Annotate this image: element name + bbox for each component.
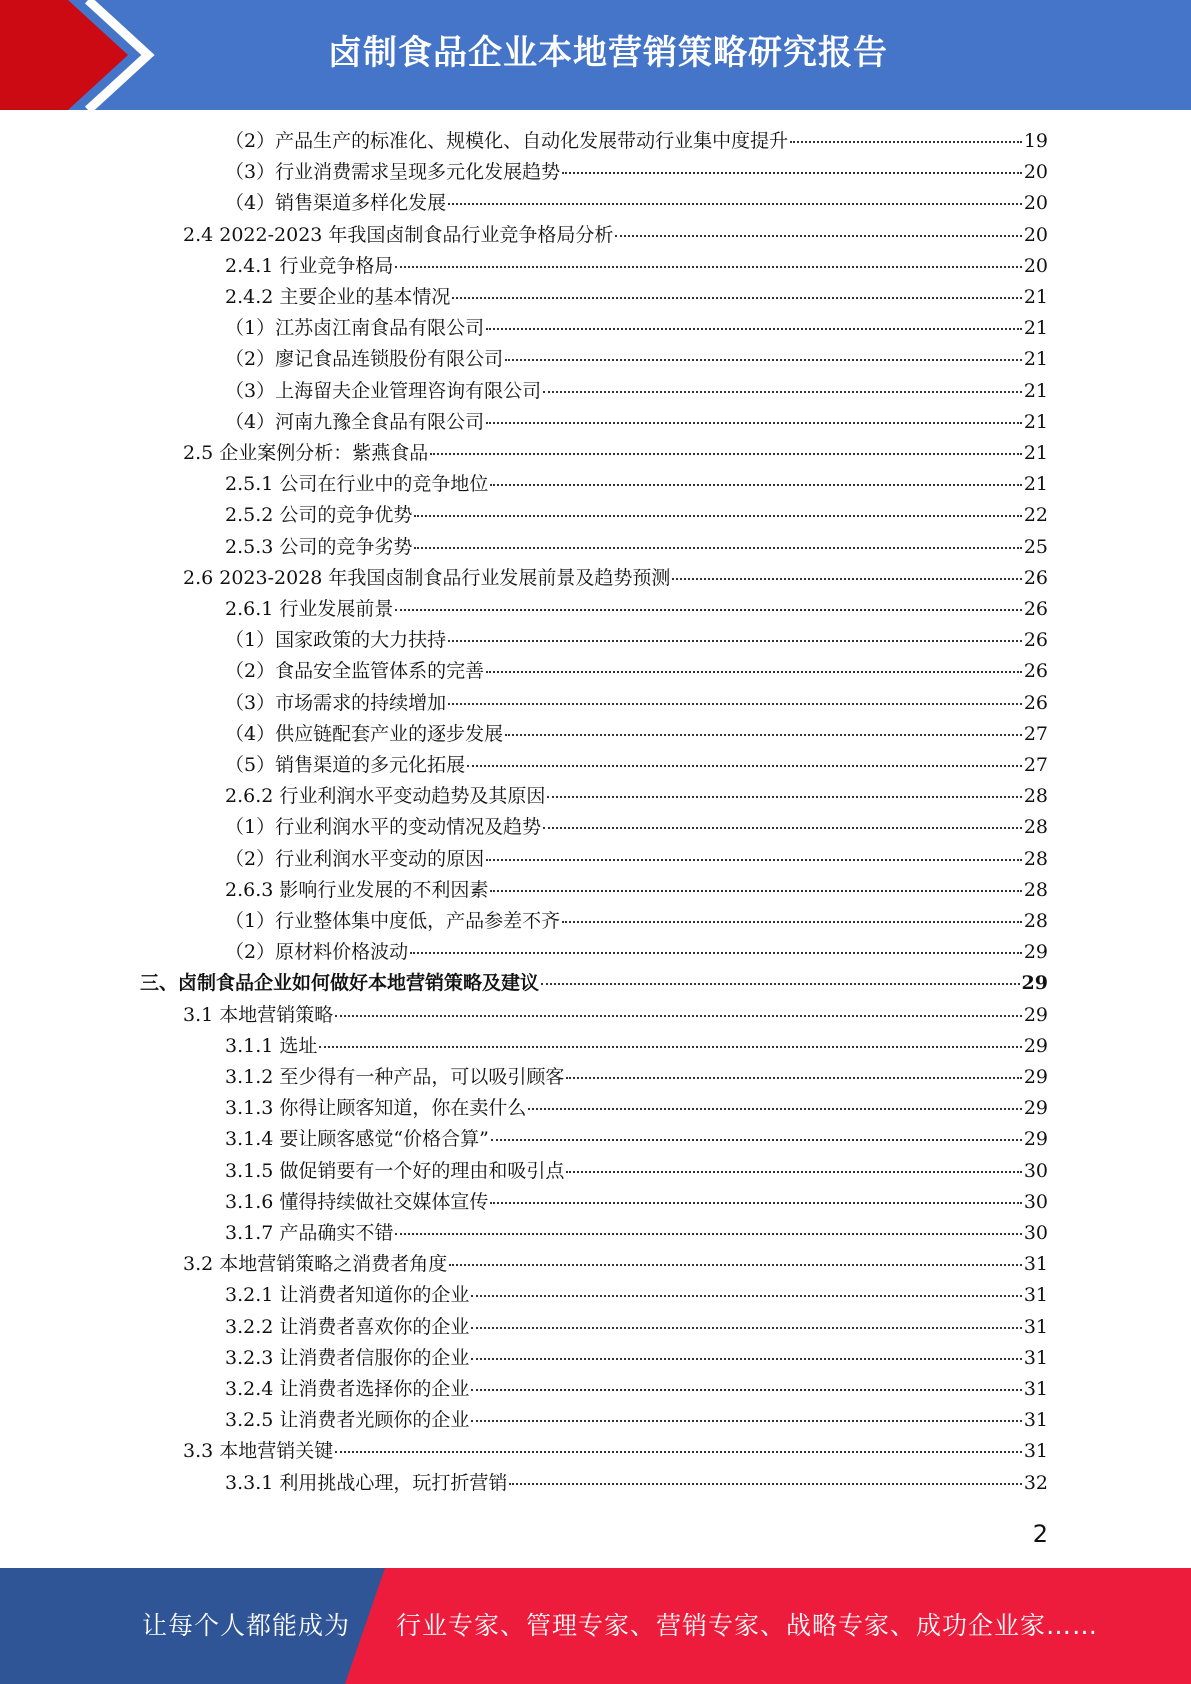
toc-entry-title: 3.1.6 懂得持续做社交媒体宣传 (225, 1191, 489, 1213)
toc-entry-title: 2.6.1 行业发展前景 (225, 598, 394, 620)
footer-slogan-lead: 让每个人都能成为 (142, 1611, 351, 1640)
toc-dot-leader (471, 1357, 1021, 1360)
toc-entry[interactable] (225, 313, 1048, 344)
toc-entry-page: 19 (1023, 130, 1048, 152)
toc-entry-title: 3.2.3 让消费者信服你的企业 (225, 1347, 470, 1369)
toc-dot-leader (395, 265, 1021, 268)
toc-entry[interactable] (225, 157, 1048, 188)
toc-entry-page: 21 (1023, 348, 1048, 370)
toc-entry-page: 22 (1023, 504, 1048, 526)
toc-entry[interactable] (225, 500, 1048, 531)
toc-entry[interactable] (225, 407, 1048, 438)
toc-entry-title: 3.1.2 至少得有一种产品，可以吸引顾客 (225, 1066, 565, 1088)
toc-entry-page: 26 (1023, 692, 1048, 714)
toc-dot-leader (491, 1138, 1022, 1141)
toc-entry-page: 26 (1023, 567, 1048, 589)
toc-entry-page: 21 (1023, 380, 1048, 402)
toc-entry-page: 21 (1023, 286, 1048, 308)
toc-entry[interactable] (225, 188, 1048, 219)
footer-banner (0, 1568, 1191, 1684)
toc-entry[interactable] (225, 625, 1048, 656)
toc-entry-title: （5）销售渠道的多元化拓展 (225, 754, 466, 776)
toc-dot-leader (486, 421, 1022, 424)
toc-entry-title: （1）江苏卤江南食品有限公司 (225, 317, 485, 339)
toc-entry-title: 3.1.4 要让顾客感觉“价格合算” (225, 1128, 489, 1150)
toc-dot-leader (562, 171, 1022, 174)
toc-entry-title: （4）供应链配套产业的逐步发展 (225, 723, 504, 745)
toc-entry[interactable] (183, 1249, 1048, 1280)
toc-dot-leader (335, 1014, 1022, 1017)
toc-entry-title: 三、卤制食品企业如何做好本地营销策略及建议 (140, 972, 540, 994)
toc-dot-leader (490, 889, 1021, 892)
toc-entry-page: 30 (1023, 1191, 1048, 1213)
toc-entry-page: 29 (1023, 1128, 1048, 1150)
toc-entry[interactable] (225, 844, 1048, 875)
toc-entry-page: 20 (1023, 224, 1048, 246)
toc-entry[interactable] (225, 719, 1048, 750)
toc-entry-title: 3.2 本地营销策略之消费者角度 (183, 1253, 448, 1275)
toc-entry[interactable] (225, 1062, 1048, 1093)
toc-entry-page: 31 (1023, 1253, 1048, 1275)
toc-entry[interactable] (183, 438, 1048, 469)
footer-slogan-roles: 行业专家、管理专家、营销专家、战略专家、成功企业家…… (396, 1611, 1099, 1640)
toc-entry-title: 3.2.1 让消费者知道你的企业 (225, 1284, 470, 1306)
toc-entry-title: 3.2.5 让消费者光顾你的企业 (225, 1409, 470, 1431)
toc-entry-title: 3.1.1 选址 (225, 1035, 318, 1057)
toc-entry[interactable] (225, 282, 1048, 313)
toc-entry-title: 3.2.4 让消费者选择你的企业 (225, 1378, 470, 1400)
toc-dot-leader (414, 514, 1021, 517)
toc-entry[interactable] (225, 532, 1048, 563)
toc-entry-page: 28 (1023, 848, 1048, 870)
toc-entry[interactable] (225, 1031, 1048, 1062)
toc-entry-page: 31 (1023, 1378, 1048, 1400)
toc-dot-leader (509, 1482, 1021, 1485)
toc-dot-leader (448, 639, 1022, 642)
toc-entry-page: 27 (1023, 723, 1048, 745)
toc-dot-leader (467, 764, 1022, 767)
toc-entry[interactable] (225, 1124, 1048, 1155)
toc-entry[interactable] (225, 656, 1048, 687)
toc-entry-title: （1）行业利润水平的变动情况及趋势 (225, 816, 542, 838)
toc-dot-leader (430, 452, 1022, 455)
toc-dot-leader (395, 608, 1021, 611)
toc-dot-leader (319, 1045, 1021, 1048)
toc-entry-title: 2.6.2 行业利润水平变动趋势及其原因 (225, 785, 546, 807)
toc-dot-leader (471, 1419, 1021, 1422)
toc-dot-leader (486, 858, 1022, 861)
toc-dot-leader (448, 202, 1022, 205)
toc-entry[interactable] (225, 875, 1048, 906)
toc-entry[interactable] (225, 1218, 1048, 1249)
toc-dot-leader (566, 1170, 1021, 1173)
toc-dot-leader (672, 577, 1021, 580)
toc-entry-title: 3.1.7 产品确实不错 (225, 1222, 394, 1244)
toc-entry-page: 30 (1023, 1160, 1048, 1182)
toc-entry[interactable] (225, 344, 1048, 375)
header-band (0, 0, 1191, 110)
toc-entry-title: （2）原材料价格波动 (225, 941, 409, 963)
toc-entry-page: 29 (1023, 941, 1048, 963)
toc-dot-leader (471, 1294, 1021, 1297)
toc-dot-leader (615, 234, 1021, 237)
page-number: 2 (1032, 1520, 1048, 1548)
toc-entry-title: 2.4.1 行业竞争格局 (225, 255, 394, 277)
toc-entry[interactable] (225, 1468, 1048, 1499)
toc-entry-title: （4）河南九豫全食品有限公司 (225, 411, 485, 433)
toc-dot-leader (505, 358, 1022, 361)
toc-dot-leader (452, 296, 1021, 299)
toc-entry[interactable] (225, 251, 1048, 282)
toc-entry-title: 3.1.5 做促销要有一个好的理由和吸引点 (225, 1160, 565, 1182)
toc-entry-title: （2）产品生产的标准化、规模化、自动化发展带动行业集中度提升 (225, 130, 789, 152)
toc-entry[interactable] (225, 469, 1048, 500)
toc-entry-title: （3）市场需求的持续增加 (225, 692, 447, 714)
toc-dot-leader (471, 1326, 1021, 1329)
toc-dot-leader (490, 1201, 1021, 1204)
toc-entry-title: （2）行业利润水平变动的原因 (225, 848, 485, 870)
toc-entry-title: 3.3 本地营销关键 (183, 1440, 334, 1462)
toc-entry-title: 3.2.2 让消费者喜欢你的企业 (225, 1316, 470, 1338)
toc-entry[interactable] (225, 1280, 1048, 1311)
toc-entry-page: 28 (1023, 910, 1048, 932)
toc-entry-title: （2）食品安全监管体系的完善 (225, 660, 485, 682)
toc-entry-title: 2.5.1 公司在行业中的竞争地位 (225, 473, 489, 495)
toc-dot-leader (543, 390, 1022, 393)
toc-entry-page: 31 (1023, 1316, 1048, 1338)
toc-entry[interactable] (225, 1187, 1048, 1218)
toc-entry-page: 32 (1023, 1472, 1048, 1494)
toc-entry-page: 29 (1023, 1004, 1048, 1026)
toc-entry-page: 25 (1023, 536, 1048, 558)
toc-dot-leader (541, 982, 1020, 985)
toc-entry-page: 26 (1023, 598, 1048, 620)
toc-entry[interactable] (183, 1000, 1048, 1031)
toc-entry-page: 28 (1023, 816, 1048, 838)
toc-dot-leader (449, 1263, 1022, 1266)
toc-dot-leader (566, 1076, 1021, 1079)
toc-entry[interactable] (225, 688, 1048, 719)
toc-dot-leader (448, 702, 1022, 705)
toc-entry-page: 28 (1023, 879, 1048, 901)
toc-dot-leader (410, 951, 1022, 954)
toc-dot-leader (790, 140, 1022, 143)
toc-entry[interactable] (225, 1343, 1048, 1374)
toc-dot-leader (505, 733, 1022, 736)
toc-entry[interactable] (225, 1374, 1048, 1405)
toc-entry-page: 20 (1023, 255, 1048, 277)
toc-entry-page: 29 (1023, 1035, 1048, 1057)
toc-entry-page: 29 (1023, 1097, 1048, 1119)
toc-dot-leader (335, 1450, 1022, 1453)
toc-entry[interactable] (183, 1436, 1048, 1467)
toc-dot-leader (543, 826, 1022, 829)
toc-entry-page: 21 (1023, 442, 1048, 464)
toc-entry-page: 20 (1023, 192, 1048, 214)
toc-entry[interactable] (225, 812, 1048, 843)
toc-dot-leader (414, 546, 1021, 549)
toc-entry-title: （2）廖记食品连锁股份有限公司 (225, 348, 504, 370)
toc-entry-title: 2.5.3 公司的竞争劣势 (225, 536, 413, 558)
toc-entry-page: 21 (1023, 317, 1048, 339)
toc-entry[interactable] (225, 1093, 1048, 1124)
toc-entry[interactable] (225, 1156, 1048, 1187)
toc-dot-leader (486, 327, 1022, 330)
toc-dot-leader (471, 1388, 1021, 1391)
toc-entry-page: 21 (1023, 473, 1048, 495)
toc-entry-page: 29 (1021, 972, 1048, 994)
toc-entry-title: （3）上海留夫企业管理咨询有限公司 (225, 380, 542, 402)
toc-entry-title: 3.1 本地营销策略 (183, 1004, 334, 1026)
toc-chapter-entry[interactable] (140, 968, 1048, 999)
toc-entry-page: 31 (1023, 1409, 1048, 1431)
toc-dot-leader (486, 670, 1022, 673)
toc-entry-page: 30 (1023, 1222, 1048, 1244)
toc-entry-title: （1）行业整体集中度低，产品参差不齐 (225, 910, 561, 932)
toc-entry-title: 2.4.2 主要企业的基本情况 (225, 286, 451, 308)
toc-entry[interactable] (183, 563, 1048, 594)
toc-dot-leader (490, 483, 1021, 486)
toc-entry[interactable] (225, 1312, 1048, 1343)
toc-entry-page: 31 (1023, 1440, 1048, 1462)
toc-entry-page: 26 (1023, 660, 1048, 682)
toc-entry-page: 31 (1023, 1284, 1048, 1306)
toc-entry-page: 28 (1023, 785, 1048, 807)
toc-entry[interactable] (225, 750, 1048, 781)
toc-entry-page: 27 (1023, 754, 1048, 776)
toc-entry[interactable] (225, 906, 1048, 937)
toc-entry[interactable] (225, 781, 1048, 812)
toc-entry[interactable] (225, 376, 1048, 407)
toc-entry-title: 2.6.3 影响行业发展的不利因素 (225, 879, 489, 901)
toc-dot-leader (395, 1232, 1021, 1235)
toc-dot-leader (528, 1107, 1021, 1110)
toc-dot-leader (547, 795, 1021, 798)
toc-entry-page: 21 (1023, 411, 1048, 433)
toc-entry-page: 31 (1023, 1347, 1048, 1369)
toc-entry-page: 29 (1023, 1066, 1048, 1088)
toc-dot-leader (562, 920, 1022, 923)
toc-entry-title: （1）国家政策的大力扶持 (225, 629, 447, 651)
toc-entry-title: 3.3.1 利用挑战心理，玩打折营销 (225, 1472, 508, 1494)
toc-entry-title: 2.5.2 公司的竞争优势 (225, 504, 413, 526)
toc-entry-title: 3.1.3 你得让顾客知道，你在卖什么 (225, 1097, 527, 1119)
toc-entry[interactable] (225, 126, 1048, 157)
toc-entry-page: 26 (1023, 629, 1048, 651)
toc-entry-title: 2.4 2022-2023 年我国卤制食品行业竞争格局分析 (183, 224, 614, 246)
report-title: 卤制食品企业本地营销策略研究报告 (328, 33, 888, 73)
toc-entry-title: （4）销售渠道多样化发展 (225, 192, 447, 214)
toc-entry[interactable] (183, 220, 1048, 251)
toc-entry[interactable] (225, 937, 1048, 968)
toc-entry-page: 20 (1023, 161, 1048, 183)
toc-entry-title: （3）行业消费需求呈现多元化发展趋势 (225, 161, 561, 183)
toc-entry-title: 2.6 2023-2028 年我国卤制食品行业发展前景及趋势预测 (183, 567, 671, 589)
toc-entry-title: 2.5 企业案例分析：紫燕食品 (183, 442, 429, 464)
toc-entry[interactable] (225, 594, 1048, 625)
toc-entry[interactable] (225, 1405, 1048, 1436)
